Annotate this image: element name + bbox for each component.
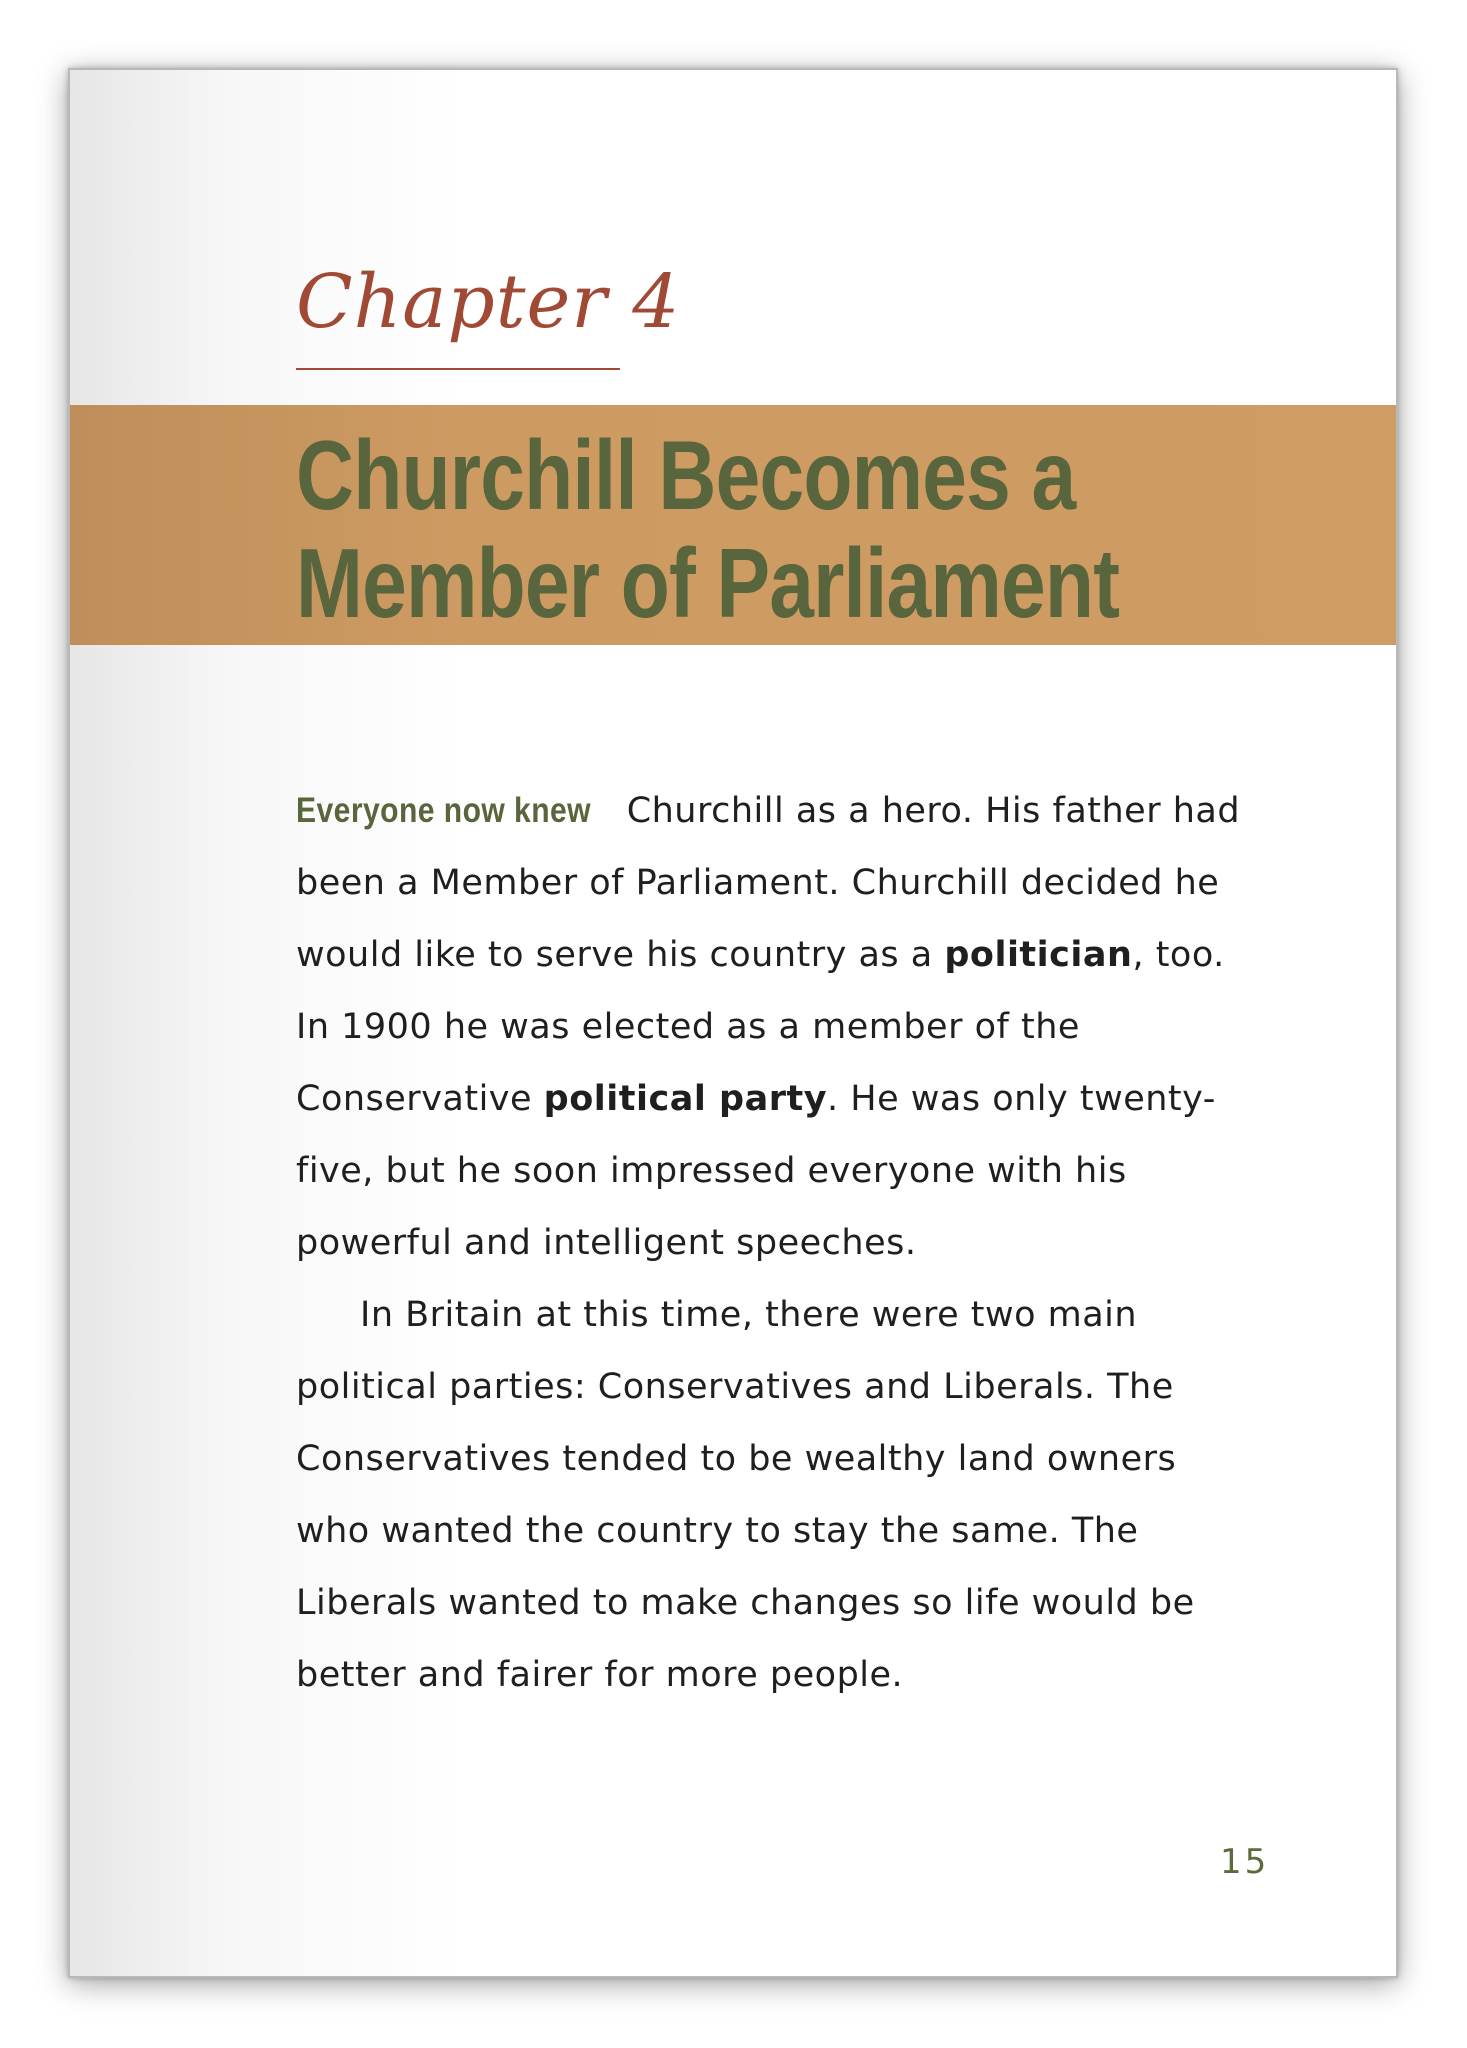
glossary-term-politician: politician bbox=[944, 935, 1133, 975]
glossary-term-political-party: political party bbox=[543, 1079, 828, 1119]
paragraph-1 bbox=[296, 775, 1246, 1279]
paragraph-1-text-a: Churchill as a hero. His father had been a Member of Parliament. Churchill decided he would like to serve his country as a bbox=[296, 791, 1241, 975]
chapter-title-line-2: Member of Parliament bbox=[296, 528, 1120, 638]
lead-in-text: Everyone now knew bbox=[296, 791, 592, 830]
chapter-title-line-1: Churchill Becomes a bbox=[296, 420, 1076, 530]
paragraph-1-text-b: , too. In 1900 he was elected as a member of the Conservative bbox=[296, 935, 1225, 1119]
book-page bbox=[68, 68, 1398, 1978]
chapter-body bbox=[296, 775, 1246, 1711]
chapter-label: Chapter 4 bbox=[296, 259, 681, 345]
chapter-title bbox=[296, 421, 1119, 637]
chapter-title-band bbox=[70, 405, 1396, 645]
paragraph-1-text-c: . He was only twenty-five, but he soon impressed everyone with his powerful and intelligent speeches. bbox=[296, 1079, 1216, 1263]
chapter-underline bbox=[296, 368, 620, 370]
paragraph-2: In Britain at this time, there were two main political parties: Conservatives and Liberals. The Conservatives tended to be wealthy land owners who wanted the country to stay the same. The Liberals wanted to make changes so life would be better and fairer for more people. bbox=[296, 1295, 1195, 1695]
page-number: 15 bbox=[1220, 1842, 1270, 1882]
